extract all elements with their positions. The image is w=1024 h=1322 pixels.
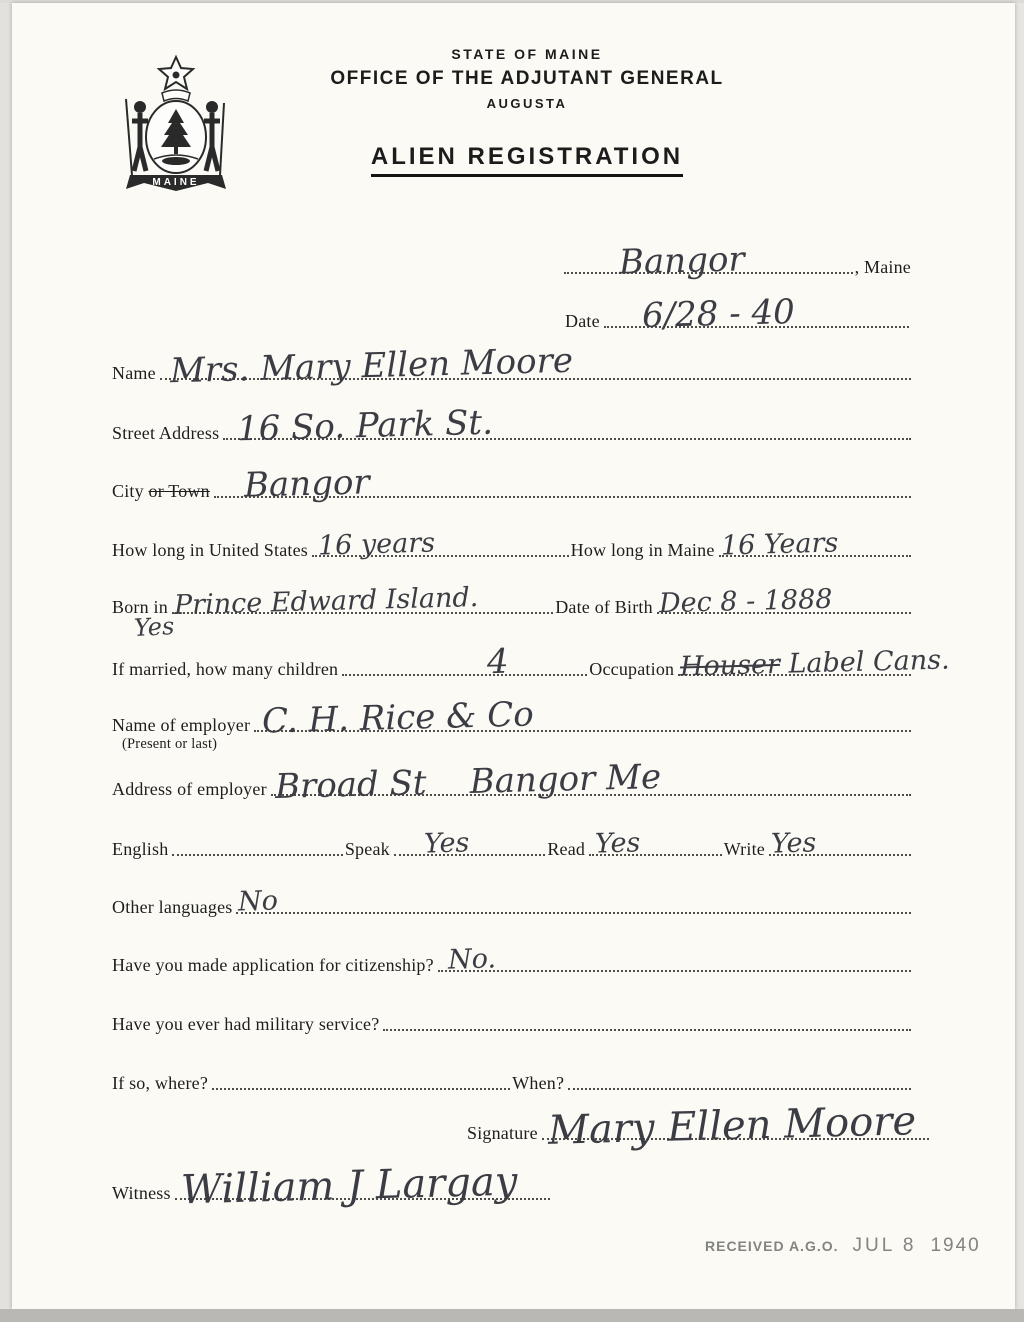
english-leader [172,854,342,856]
scan-right-margin [1015,0,1024,1322]
street-label: Street Address [112,423,220,444]
signature-value: Mary Ellen Moore [547,1098,917,1154]
name-value: Mrs. Mary Ellen Moore [169,340,574,392]
date-value: 6/28 - 40 [641,292,795,336]
employer-label-wrap [112,715,251,753]
other-languages-value: No [238,885,279,918]
married-yes-note: Yes [133,611,175,643]
row-english [112,815,913,859]
born-in-value: Prince Edward Island. [173,582,479,621]
row-place [560,231,911,283]
date-of-birth-label: Date of Birth [555,597,653,618]
military-leader [383,1029,911,1031]
how-long-maine-value: 16 Years [720,527,839,562]
born-in-label: Born in [112,597,168,618]
how-long-us-label: How long in United States [112,540,308,561]
maine-state-seal [112,51,240,206]
stamp-date-text: JUL 8 [852,1235,917,1256]
citizenship-value: No. [447,943,497,976]
write-value: Yes [770,827,817,860]
stamp-year-text: 1940 [930,1235,981,1256]
english-label: English [112,839,169,860]
row-children-occupation [112,611,951,683]
speak-leader [394,827,546,860]
row-employer-address [112,755,913,808]
speak-label: Speak [344,839,390,860]
witness-leader [175,1158,550,1214]
citizenship-leader [438,943,911,976]
seal-banner-text: MAINE [152,177,200,188]
row-signature [467,1091,931,1154]
row-where-when [112,1049,913,1093]
scan-left-margin [0,0,12,1322]
row-street [112,399,913,450]
place-leader [564,239,853,283]
witness-value: William J Largay [180,1158,518,1214]
signature-leader [542,1098,929,1154]
name-label: Name [112,363,156,384]
children-leader [342,641,587,683]
row-other-languages [112,873,913,917]
speak-value: Yes [423,827,470,860]
occupation-value: Label Cans. [788,644,951,680]
row-military [112,990,913,1034]
read-value: Yes [594,827,641,860]
other-languages-label: Other languages [112,897,233,918]
row-employer [112,691,913,753]
how-long-us-value: 16 years [317,527,436,562]
row-date [565,285,911,336]
children-label: If married, how many children [112,659,339,680]
street-leader [223,402,911,450]
read-leader [589,827,722,860]
read-label: Read [547,839,586,860]
witness-label: Witness [112,1183,171,1204]
where-leader [212,1088,510,1090]
how-long-maine-leader [719,527,911,562]
scan-bottom-margin [0,1309,1024,1322]
form-title-text: ALIEN REGISTRATION [371,143,683,177]
city-label [112,482,210,501]
employer-value: C. H. Rice & Co [261,694,535,742]
city-label-struck: or Town [148,481,210,502]
employer-sublabel: (Present or last) [122,736,218,753]
header-state: STATE OF MAINE [451,46,603,62]
born-in-leader [172,582,553,621]
signature-label: Signature [467,1123,538,1144]
header-augusta: AUGUSTA [486,96,568,111]
other-languages-leader [236,885,911,918]
military-label: Have you ever had military service? [112,1014,380,1035]
employer-address-value: Broad St Bangor Me [274,756,662,808]
date-label: Date [565,311,600,332]
date-leader [604,292,909,336]
row-how-long [112,516,913,560]
place-value: Bangor [618,239,746,283]
employer-address-leader [271,756,911,808]
seal-graphic [112,51,240,201]
occupation-struck-value: Houser [679,648,781,683]
city-value: Bangor [243,462,370,506]
street-value: 16 So. Park St. [236,402,494,450]
row-city [112,457,913,506]
row-witness [112,1151,552,1214]
date-of-birth-value: Dec 8 - 1888 [658,583,833,620]
stamp-received-text: RECEIVED A.G.O. [705,1238,839,1254]
city-leader [214,462,911,506]
how-long-maine-label: How long in Maine [570,540,715,561]
received-stamp [705,1235,981,1257]
occupation-leader [678,644,951,683]
employer-label: Name of employer [112,715,251,736]
row-name [112,339,913,392]
where-label: If so, where? [112,1073,209,1094]
how-long-us-leader [312,527,569,562]
occupation-label: Occupation [589,659,675,680]
employer-address-label: Address of employer [112,779,267,800]
children-value: 4 [486,641,510,683]
name-leader [160,340,911,392]
when-label: When? [512,1073,565,1094]
when-leader [568,1088,911,1090]
row-citizenship [112,931,913,975]
row-born [112,573,913,621]
city-label-prefix: City [112,481,149,502]
header-office: OFFICE OF THE ADJUTANT GENERAL [330,68,724,89]
form-title [242,143,812,177]
date-of-birth-leader [657,583,911,620]
employer-leader [254,694,911,742]
write-label: Write [723,839,765,860]
form-paper [12,3,1015,1309]
place-suffix-label: , Maine [854,257,911,278]
write-leader [769,827,911,860]
citizenship-label: Have you made application for citizenship? [112,955,434,976]
